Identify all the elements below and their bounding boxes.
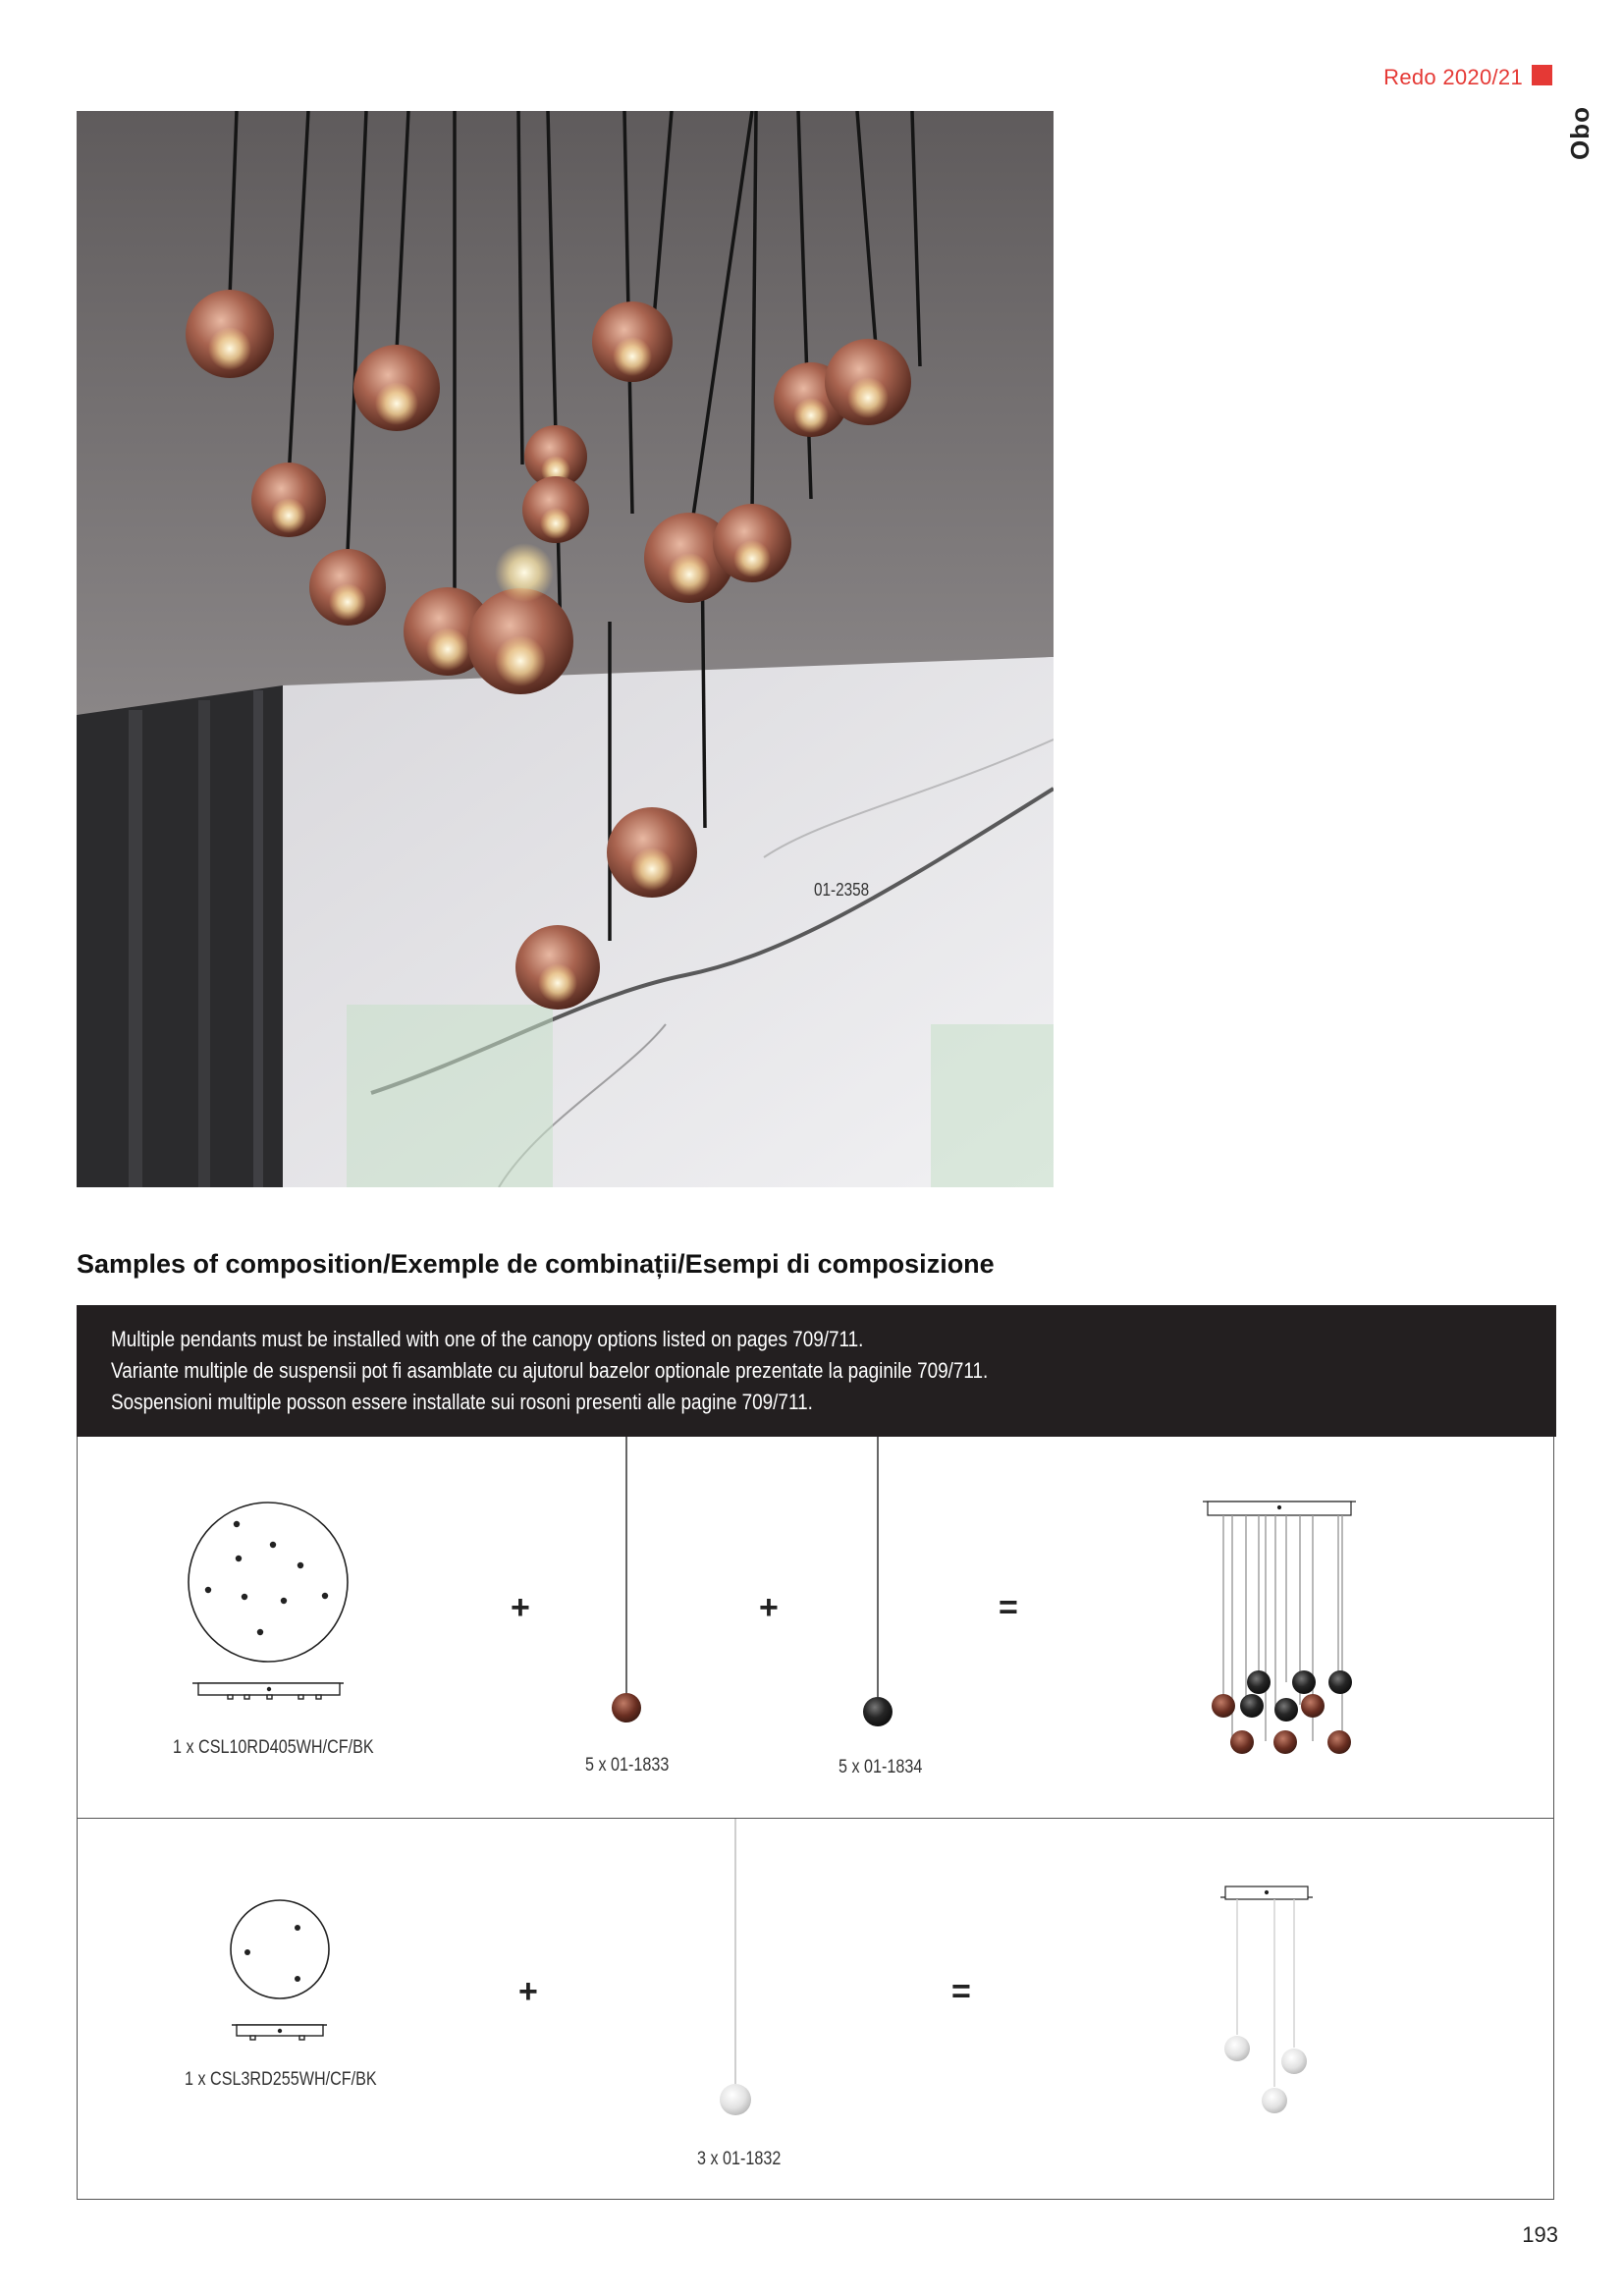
- notice-line-it: Sospensioni multiple posson essere installate sui rosoni presenti alle pagine 709/711.: [111, 1390, 813, 1414]
- pendant-01-1833-label: 5 x 01-1833: [585, 1755, 670, 1776]
- equals-sign: =: [999, 1589, 1018, 1626]
- composition-row-1: [77, 1437, 1554, 1819]
- pendant-copper-icon: [612, 1693, 641, 1722]
- section-title: Samples of composition/Exemple de combinații/Esempi di composizione: [77, 1249, 995, 1279]
- composition-2-diagram: [78, 1819, 1555, 2201]
- page-number: 193: [1522, 2222, 1558, 2247]
- composition-row-2: [77, 1818, 1554, 2200]
- pendant-cluster-illustration: [77, 111, 1054, 1187]
- pendant-white-icon: [720, 2084, 751, 2115]
- pendant-01-1834-label: 5 x 01-1834: [839, 1757, 923, 1777]
- result-cluster-10: [1203, 1502, 1356, 1754]
- installation-notice: [77, 1305, 1556, 1437]
- plus-sign: +: [511, 1589, 530, 1626]
- notice-line-en: Multiple pendants must be installed with one of the canopy options listed on pages 709/711.: [111, 1327, 864, 1351]
- canopy-3-side-view: [232, 2025, 327, 2040]
- brand-label: Redo 2020/21: [1383, 65, 1523, 89]
- canopy-3-top-view: [231, 1900, 329, 1998]
- equals-sign: =: [951, 1973, 971, 2010]
- canopy-3-label: 1 x CSL3RD255WH/CF/BK: [185, 2069, 377, 2090]
- plus-sign: +: [518, 1973, 538, 2010]
- notice-line-ro: Variante multiple de suspensii pot fi asamblate cu ajutorul bazelor optionale prezentate la paginile 709/711.: [111, 1358, 989, 1383]
- hero-photo: [77, 111, 1054, 1187]
- plus-sign: +: [759, 1589, 779, 1626]
- canopy-10-side-view: [192, 1683, 344, 1699]
- product-family-label: Obo: [1565, 106, 1595, 160]
- pendant-black-icon: [863, 1697, 893, 1726]
- result-cluster-3: [1220, 1886, 1313, 2113]
- canopy-10-label: 1 x CSL10RD405WH/CF/BK: [173, 1737, 374, 1758]
- hero-product-code: 01-2358: [814, 880, 870, 900]
- canopy-10-top-view: [189, 1503, 348, 1662]
- composition-1-diagram: [78, 1437, 1555, 1819]
- pendant-01-1832-label: 3 x 01-1832: [697, 2149, 782, 2169]
- brand-square-icon: [1532, 65, 1552, 85]
